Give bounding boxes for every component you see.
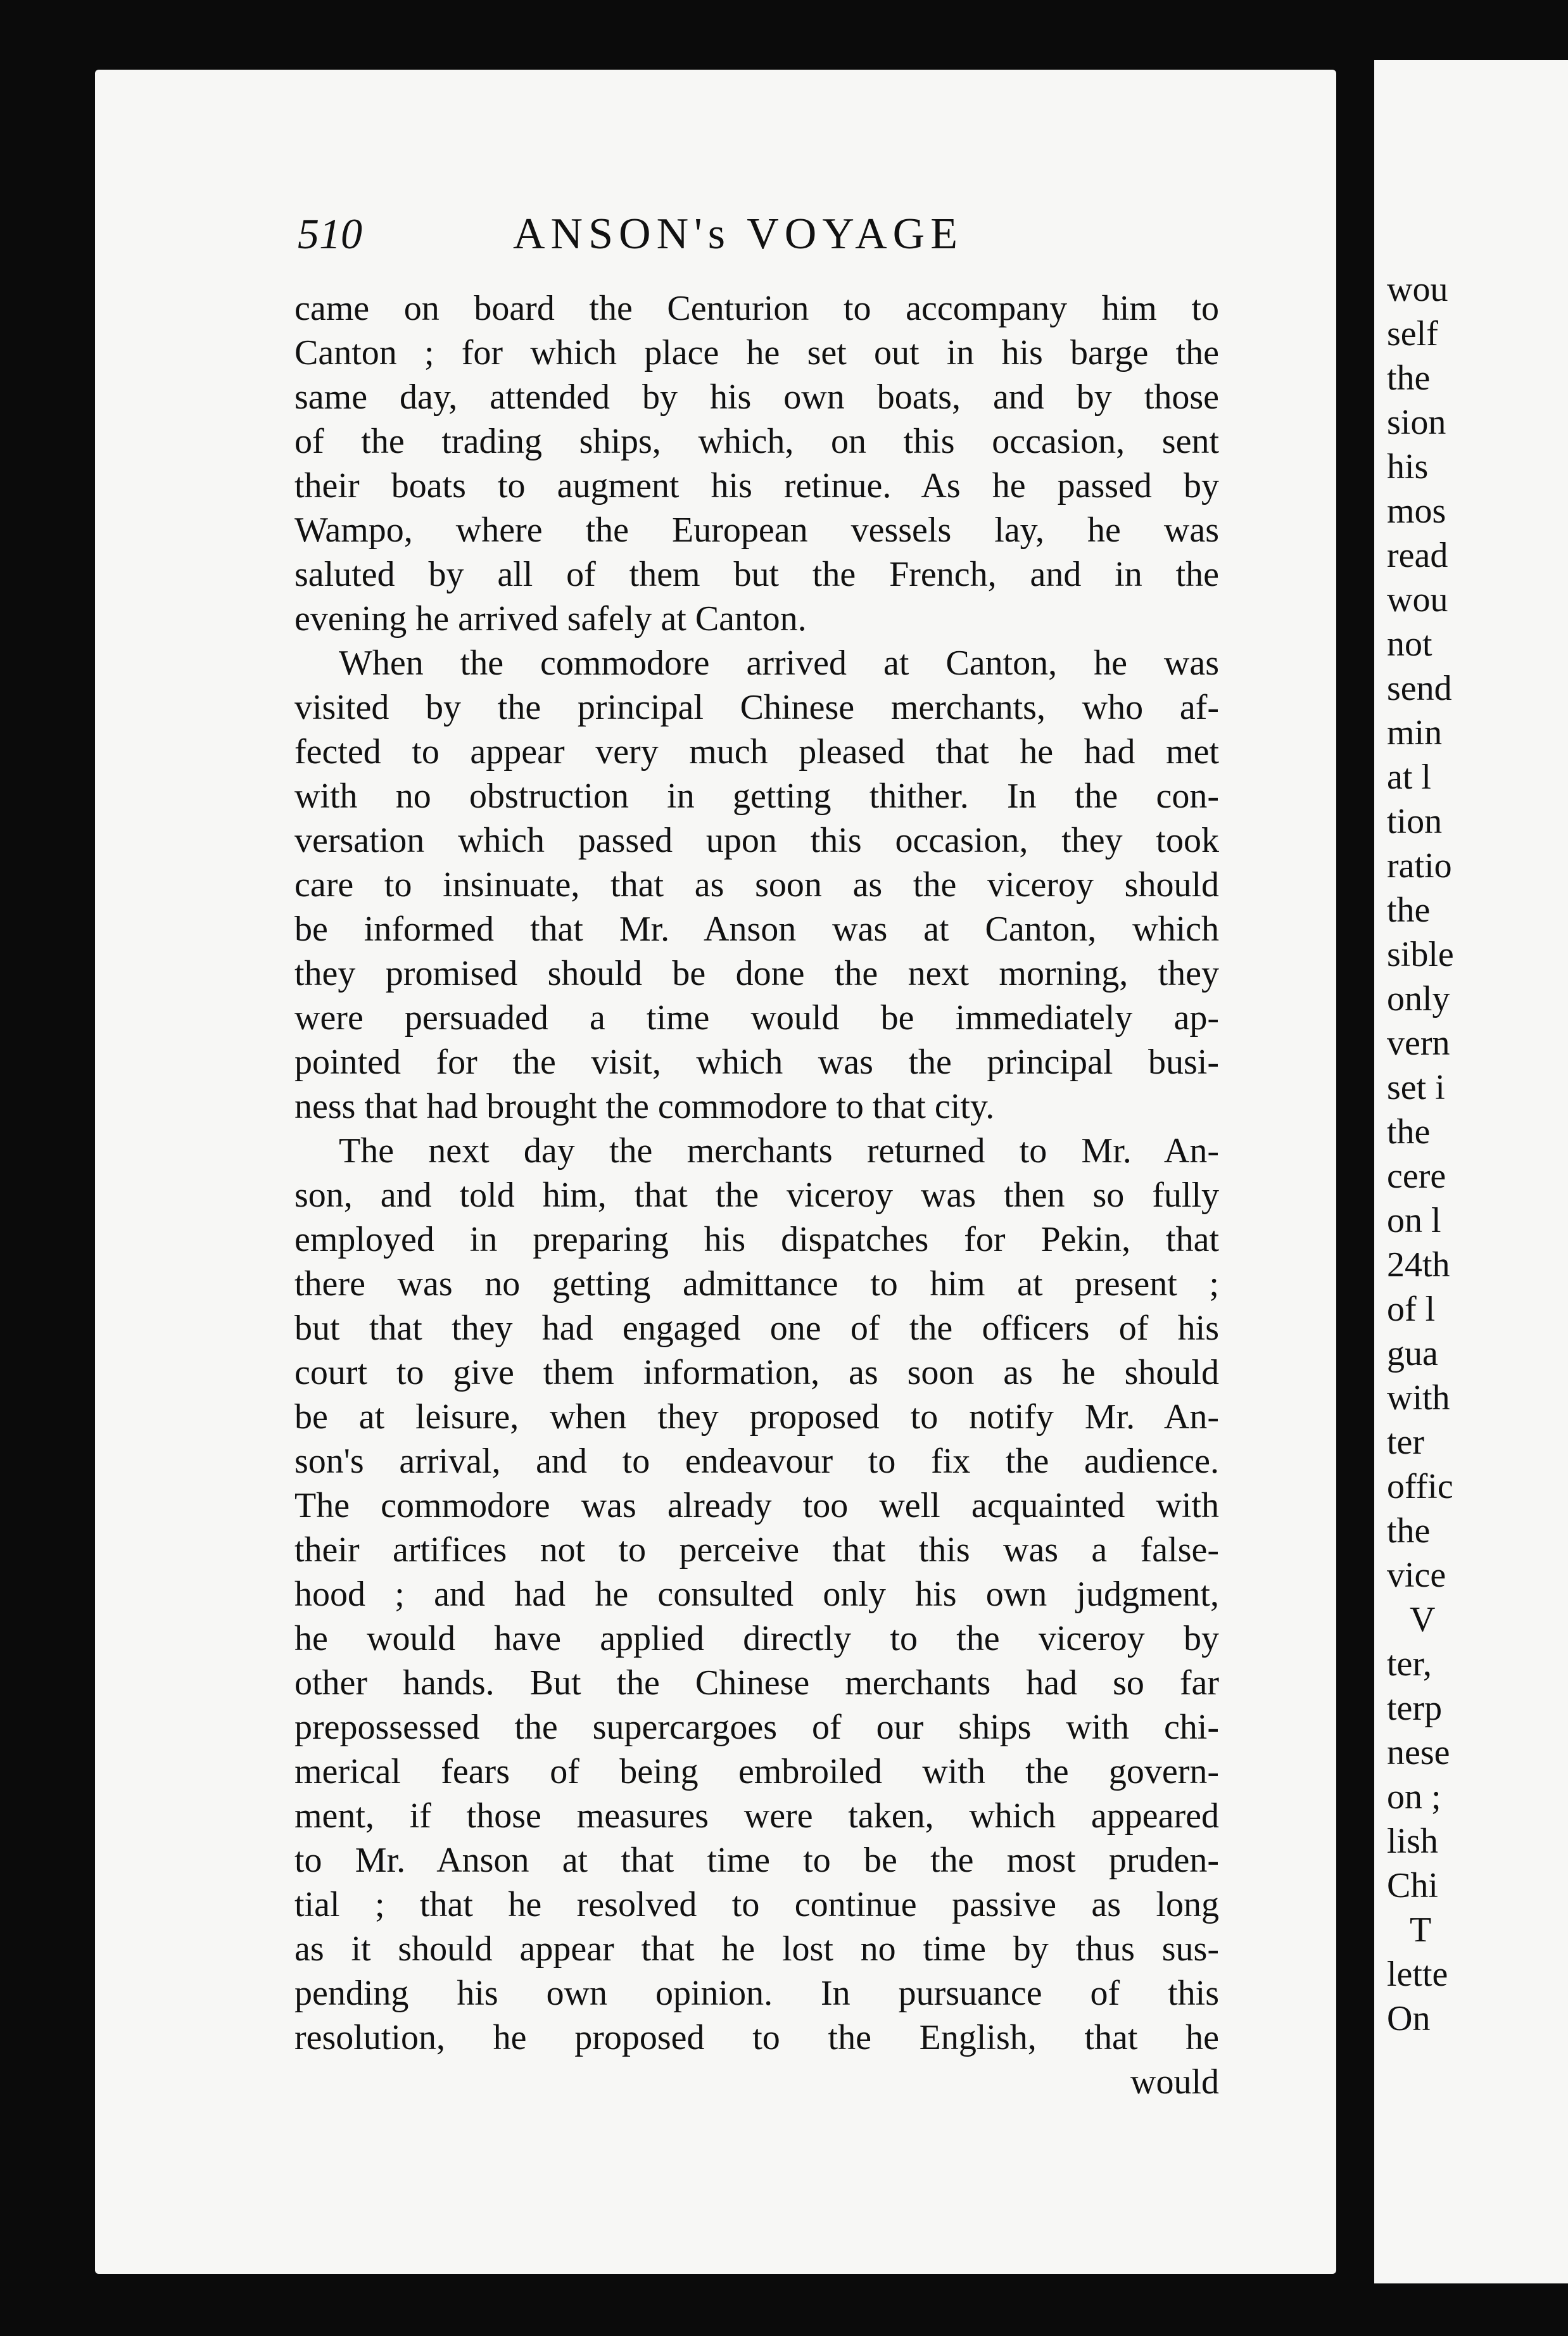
text-line: gua xyxy=(1387,1334,1438,1373)
text-line: vice xyxy=(1387,1556,1446,1595)
text-line: saluted by all of them but the French, and in the xyxy=(294,555,1219,594)
text-line: set i xyxy=(1387,1068,1445,1107)
text-line: Canton ; for which place he set out in his barge the xyxy=(294,333,1219,372)
text-line: other hands. But the Chinese merchants had so far xyxy=(294,1663,1219,1703)
text-line: care to insinuate, that as soon as the viceroy should xyxy=(294,865,1219,905)
text-line: On xyxy=(1387,1999,1431,2038)
text-line: they promised should be done the next morning, they xyxy=(294,954,1219,993)
text-line: sion xyxy=(1387,403,1446,442)
page-number: 510 xyxy=(298,210,362,258)
text-line: offic xyxy=(1387,1467,1453,1506)
text-line: visited by the principal Chinese merchants, who af- xyxy=(294,688,1219,727)
text-line: the xyxy=(1387,1112,1431,1152)
running-title: ANSON's VOYAGE xyxy=(513,210,963,258)
text-line: there was no getting admittance to him at present ; xyxy=(294,1264,1219,1304)
text-line: were persuaded a time would be immediately ap- xyxy=(294,998,1219,1038)
text-line: lish xyxy=(1387,1822,1438,1861)
text-line: the xyxy=(1387,359,1431,398)
text-line: send xyxy=(1387,669,1452,708)
text-line: nese xyxy=(1387,1733,1450,1772)
text-line: read xyxy=(1387,536,1448,575)
text-line: tial ; that he resolved to continue passive as long xyxy=(294,1885,1219,1924)
text-line: same day, attended by his own boats, and by those xyxy=(294,378,1219,417)
text-line: Chi xyxy=(1387,1866,1438,1905)
text-line: tion xyxy=(1387,802,1443,841)
text-line: pointed for the visit, which was the principal busi- xyxy=(294,1043,1219,1082)
text-line: but that they had engaged one of the officers of his xyxy=(294,1309,1219,1348)
text-line: sible xyxy=(1387,935,1454,974)
text-line: not xyxy=(1387,625,1432,664)
text-line: The commodore was already too well acquainted with xyxy=(294,1486,1219,1525)
body-text xyxy=(294,286,1219,2104)
text-line: mos xyxy=(1387,492,1446,531)
text-line: the xyxy=(1387,1511,1431,1551)
text-line: the xyxy=(1387,891,1431,930)
text-line: terp xyxy=(1387,1689,1443,1728)
text-line: with xyxy=(1387,1378,1450,1418)
text-line: merical fears of being embroiled with the govern- xyxy=(294,1752,1219,1791)
text-line: court to give them information, as soon as he should xyxy=(294,1353,1219,1392)
text-line: V xyxy=(1410,1600,1436,1639)
text-line: When the commodore arrived at Canton, he was xyxy=(339,644,1219,683)
text-line: versation which passed upon this occasion, they took xyxy=(294,821,1219,860)
text-line: fected to appear very much pleased that he had met xyxy=(294,732,1219,771)
right-page-text xyxy=(1387,267,1564,2041)
text-line: employed in preparing his dispatches for Pekin, that xyxy=(294,1220,1219,1259)
text-line: pending his own opinion. In pursuance of this xyxy=(294,1974,1219,2013)
text-line: his xyxy=(1387,447,1429,486)
text-line: he would have applied directly to the viceroy by xyxy=(294,1619,1219,1658)
text-line: T xyxy=(1410,1910,1432,1950)
text-line: only xyxy=(1387,979,1450,1019)
catchword: would xyxy=(1130,2062,1219,2102)
text-line: of the trading ships, which, on this occasion, sent xyxy=(294,422,1219,461)
text-line: resolution, he proposed to the English, that he xyxy=(294,2018,1219,2057)
text-line: ness that had brought the commodore to that city. xyxy=(294,1087,995,1126)
text-line: son, and told him, that the viceroy was then so fully xyxy=(294,1176,1219,1215)
text-line: ratio xyxy=(1387,846,1452,886)
text-line: came on board the Centurion to accompany him to xyxy=(294,289,1219,328)
text-line: to Mr. Anson at that time to be the most pruden- xyxy=(294,1841,1219,1880)
text-line: be at leisure, when they proposed to notify Mr. An- xyxy=(294,1397,1219,1437)
text-line: of l xyxy=(1387,1290,1436,1329)
text-line: with no obstruction in getting thither. In the con- xyxy=(294,777,1219,816)
text-line: The next day the merchants returned to Mr. An- xyxy=(339,1131,1219,1171)
page-header xyxy=(298,209,1222,285)
text-line: min xyxy=(1387,713,1443,752)
text-line: their artifices not to perceive that this was a false- xyxy=(294,1530,1219,1570)
text-line: cere xyxy=(1387,1157,1446,1196)
text-line: on ; xyxy=(1387,1777,1441,1817)
text-line: ter, xyxy=(1387,1644,1432,1684)
text-line: 24th xyxy=(1387,1245,1450,1285)
text-line: ter xyxy=(1387,1423,1425,1462)
text-line: son's arrival, and to endeavour to fix the audience. xyxy=(294,1442,1219,1481)
text-line: their boats to augment his retinue. As he passed by xyxy=(294,466,1219,505)
text-line: prepossessed the supercargoes of our ships with chi- xyxy=(294,1708,1219,1747)
text-line: at l xyxy=(1387,758,1431,797)
text-line: evening he arrived safely at Canton. xyxy=(294,599,807,638)
text-line: vern xyxy=(1387,1024,1450,1063)
text-line: self xyxy=(1387,314,1438,353)
text-line: as it should appear that he lost no time by thus sus- xyxy=(294,1929,1219,1969)
text-line: hood ; and had he consulted only his own judgment, xyxy=(294,1575,1219,1614)
text-line: be informed that Mr. Anson was at Canton, which xyxy=(294,910,1219,949)
text-line: Wampo, where the European vessels lay, he was xyxy=(294,511,1219,550)
text-line: on l xyxy=(1387,1201,1441,1240)
text-line: wou xyxy=(1387,580,1448,619)
text-line: ment, if those measures were taken, which appeared xyxy=(294,1796,1219,1836)
text-line: wou xyxy=(1387,270,1448,309)
text-line: lette xyxy=(1387,1955,1448,1994)
